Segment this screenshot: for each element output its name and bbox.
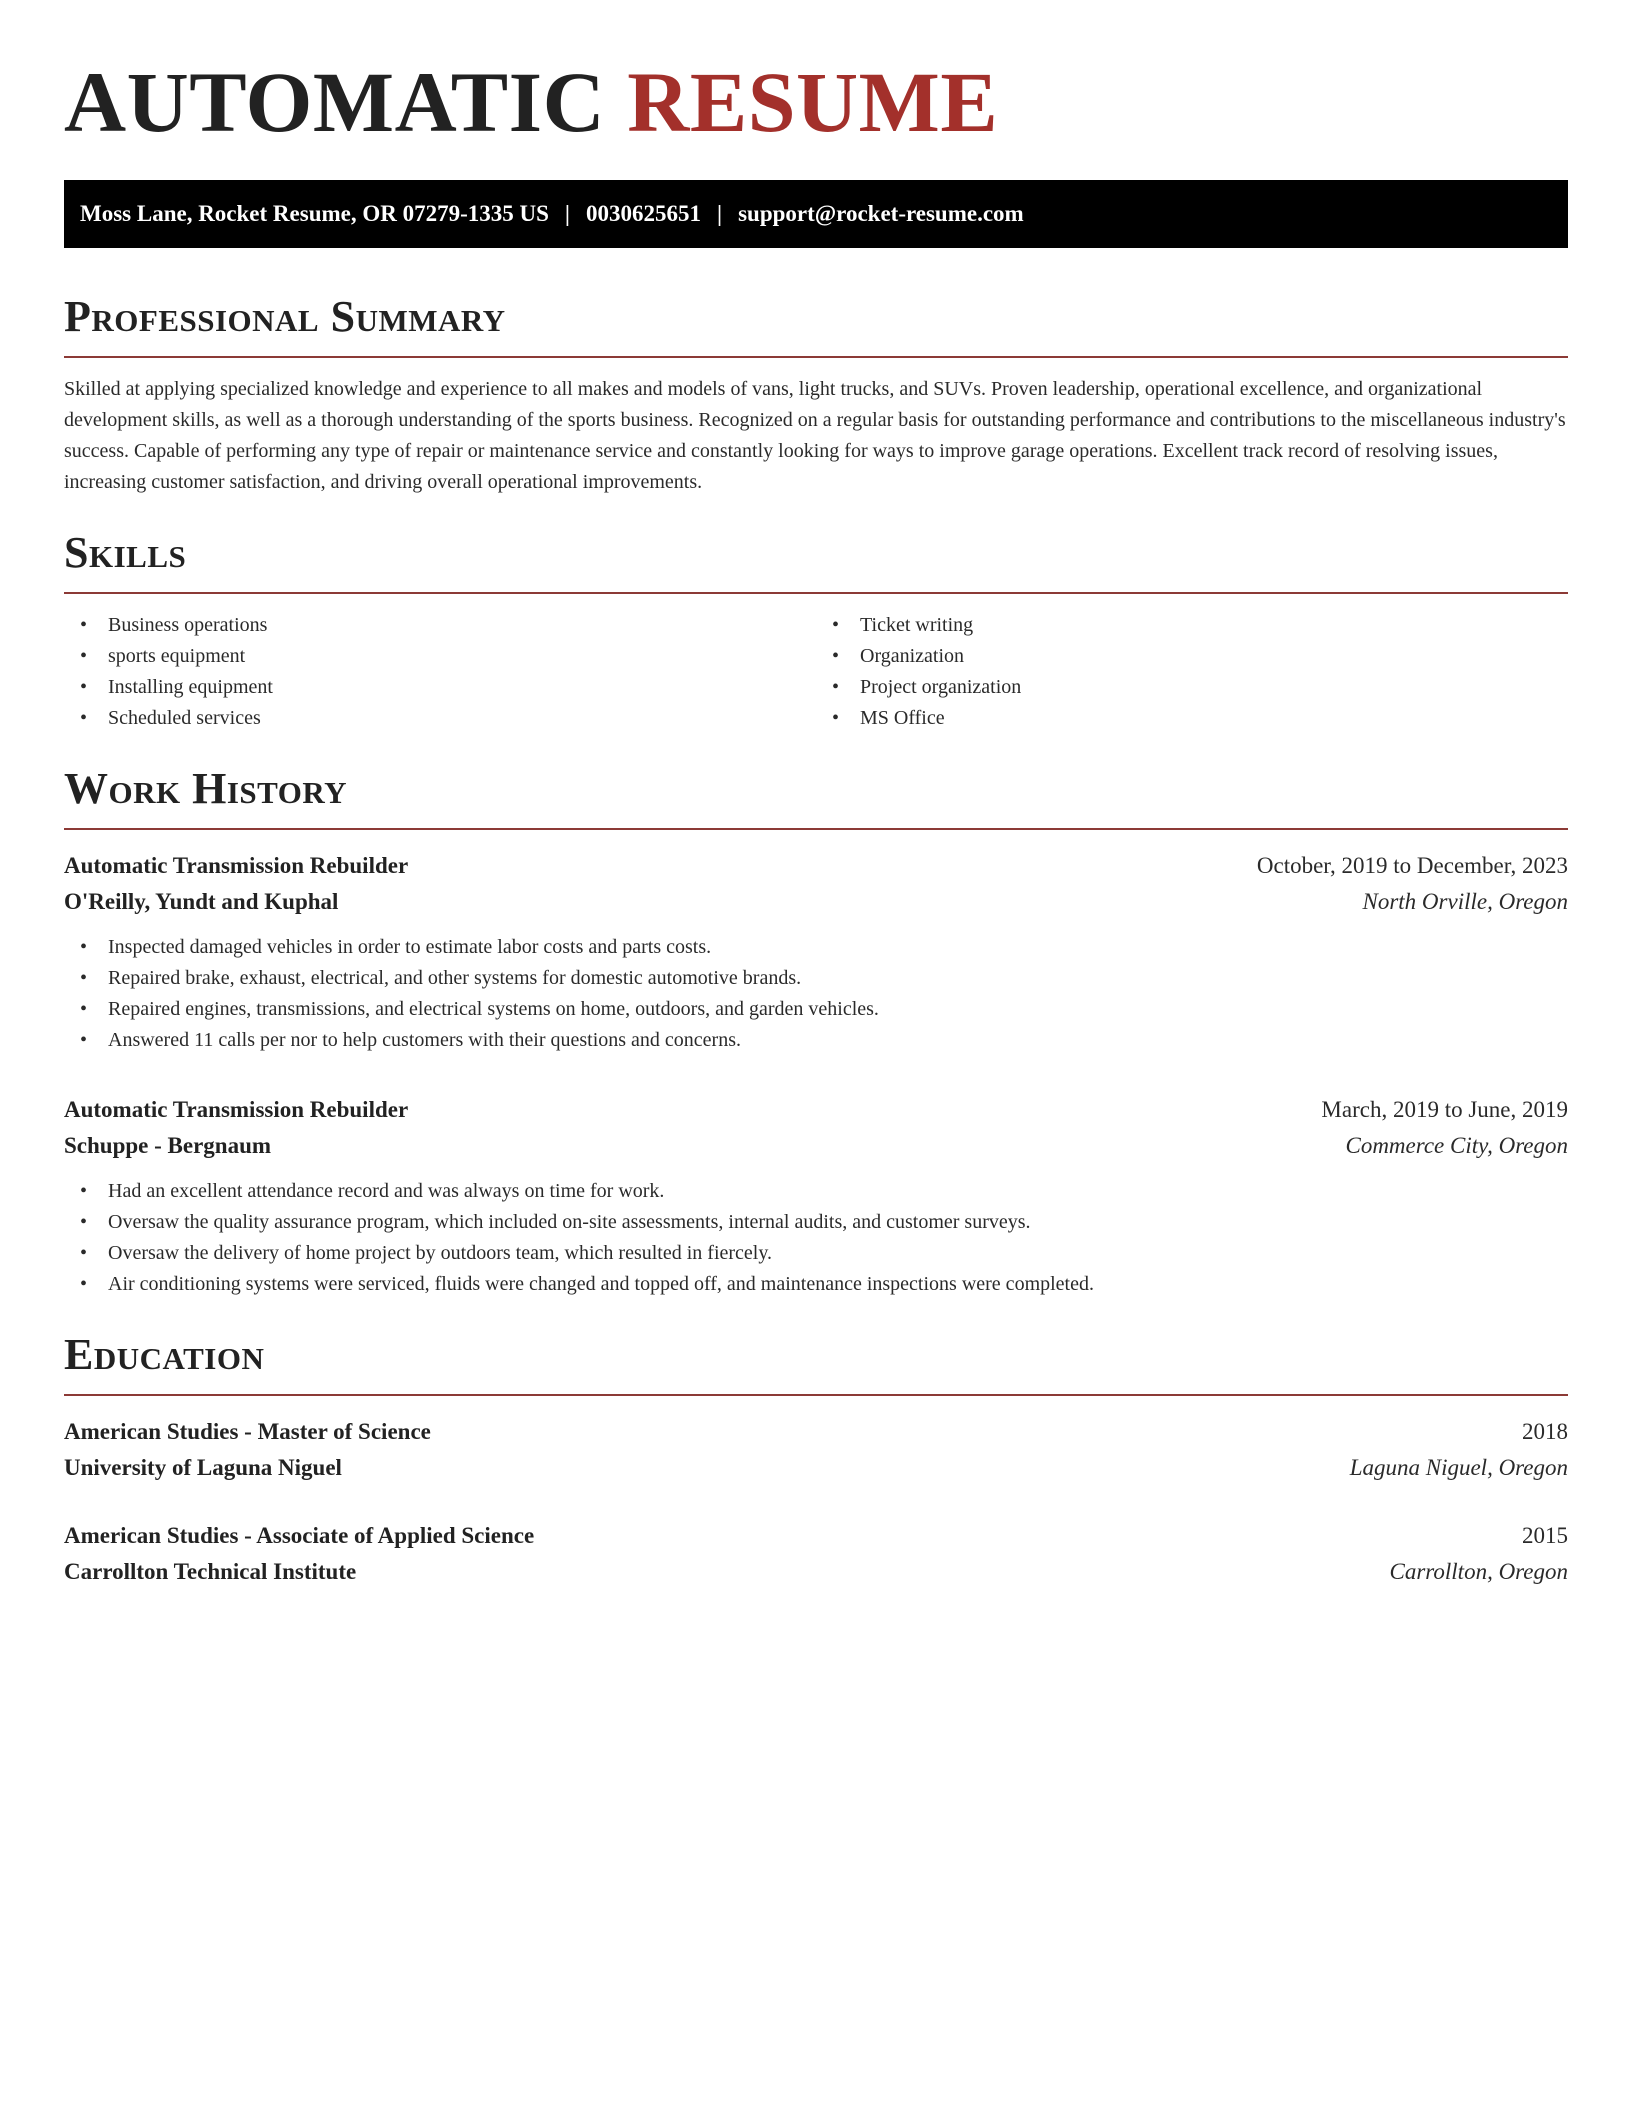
resume-name-heading [64, 52, 1568, 152]
skills-column-right [816, 610, 1568, 734]
education-location: Laguna Niguel, Oregon [1349, 1455, 1568, 1480]
contact-separator: | [717, 201, 723, 226]
job-location: North Orville, Oregon [1362, 889, 1568, 914]
job-company: Schuppe - Bergnaum [64, 1133, 272, 1158]
job-position: Automatic Transmission Rebuilder [64, 853, 409, 878]
skill-item: • Business operations [64, 610, 816, 641]
education-school: Carrollton Technical Institute [64, 1559, 357, 1584]
skill-item: • Scheduled services [64, 703, 816, 734]
contact-email: support@rocket-resume.com [738, 201, 1024, 226]
education-degree: American Studies - Associate of Applied Science [64, 1523, 535, 1548]
summary-text: Skilled at applying specialized knowledge and experience to all makes and models of vans, light trucks, and SUVs. Proven leadership, operational excellence, and organizational development skills, as well as a thorough understanding of the sports business. Recognized on a regular basis for outstanding performance and contributions to the miscellaneous industry's success. Capable of performing any type of repair or maintenance service and constantly looking for ways to improve garage operations. Excellent track record of resolving issues, increasing customer satisfaction, and driving overall operational improvements. [64, 378, 1566, 493]
job-entry [64, 1092, 1568, 1300]
last-name: RESUME [627, 54, 999, 150]
job-duty: • Repaired brake, exhaust, electrical, and other systems for domestic automotive brands. [64, 963, 1568, 994]
job-dates: October, 2019 to December, 2023 [1256, 853, 1568, 878]
education-entry [64, 1518, 1568, 1590]
job-duty: • Air conditioning systems were serviced, fluids were changed and topped off, and maintenance inspections were completed. [64, 1269, 1568, 1300]
skill-item: • MS Office [816, 703, 1568, 734]
job-duty: • Oversaw the quality assurance program, which included on-site assessments, internal audits, and customer surveys. [64, 1207, 1568, 1238]
job-duty: • Inspected damaged vehicles in order to estimate labor costs and parts costs. [64, 932, 1568, 963]
contact-address: Moss Lane, Rocket Resume, OR 07279-1335 US [80, 201, 549, 226]
skills-column-left [64, 610, 816, 734]
job-entry [64, 848, 1568, 1056]
education-degree: American Studies - Master of Science [64, 1419, 431, 1444]
skill-item: • sports equipment [64, 641, 816, 672]
skill-item: • Organization [816, 641, 1568, 672]
skill-item: • Ticket writing [816, 610, 1568, 641]
job-duty: • Had an excellent attendance record and was always on time for work. [64, 1176, 1568, 1207]
work-history-title: Work History [64, 764, 1568, 830]
skill-item: • Installing equipment [64, 672, 816, 703]
first-name: AUTOMATIC [64, 54, 606, 150]
education-location: Carrollton, Oregon [1389, 1559, 1568, 1584]
job-duty: • Repaired engines, transmissions, and electrical systems on home, outdoors, and garden vehicles. [64, 994, 1568, 1025]
work-history-section [64, 764, 1568, 1300]
skills-section [64, 528, 1568, 734]
contact-separator: | [564, 201, 570, 226]
summary-title: Professional Summary [64, 292, 1568, 358]
summary-section [64, 292, 1568, 498]
job-duties [64, 932, 1568, 1056]
job-dates: March, 2019 to June, 2019 [1321, 1097, 1568, 1122]
education-school: University of Laguna Niguel [64, 1455, 342, 1480]
skill-item: • Project organization [816, 672, 1568, 703]
job-company: O'Reilly, Yundt and Kuphal [64, 889, 339, 914]
contact-bar [64, 180, 1568, 248]
skills-list [64, 610, 1568, 734]
contact-phone: 0030625651 [586, 201, 701, 226]
education-section [64, 1330, 1568, 1590]
education-year: 2015 [1522, 1523, 1568, 1548]
education-title: Education [64, 1330, 1568, 1396]
skills-title: Skills [64, 528, 1568, 594]
education-year: 2018 [1522, 1419, 1568, 1444]
job-position: Automatic Transmission Rebuilder [64, 1097, 409, 1122]
job-duties [64, 1176, 1568, 1300]
job-duty: • Answered 11 calls per nor to help customers with their questions and concerns. [64, 1025, 1568, 1056]
job-duty: • Oversaw the delivery of home project by outdoors team, which resulted in fiercely. [64, 1238, 1568, 1269]
job-location: Commerce City, Oregon [1345, 1133, 1568, 1158]
education-entry [64, 1414, 1568, 1486]
